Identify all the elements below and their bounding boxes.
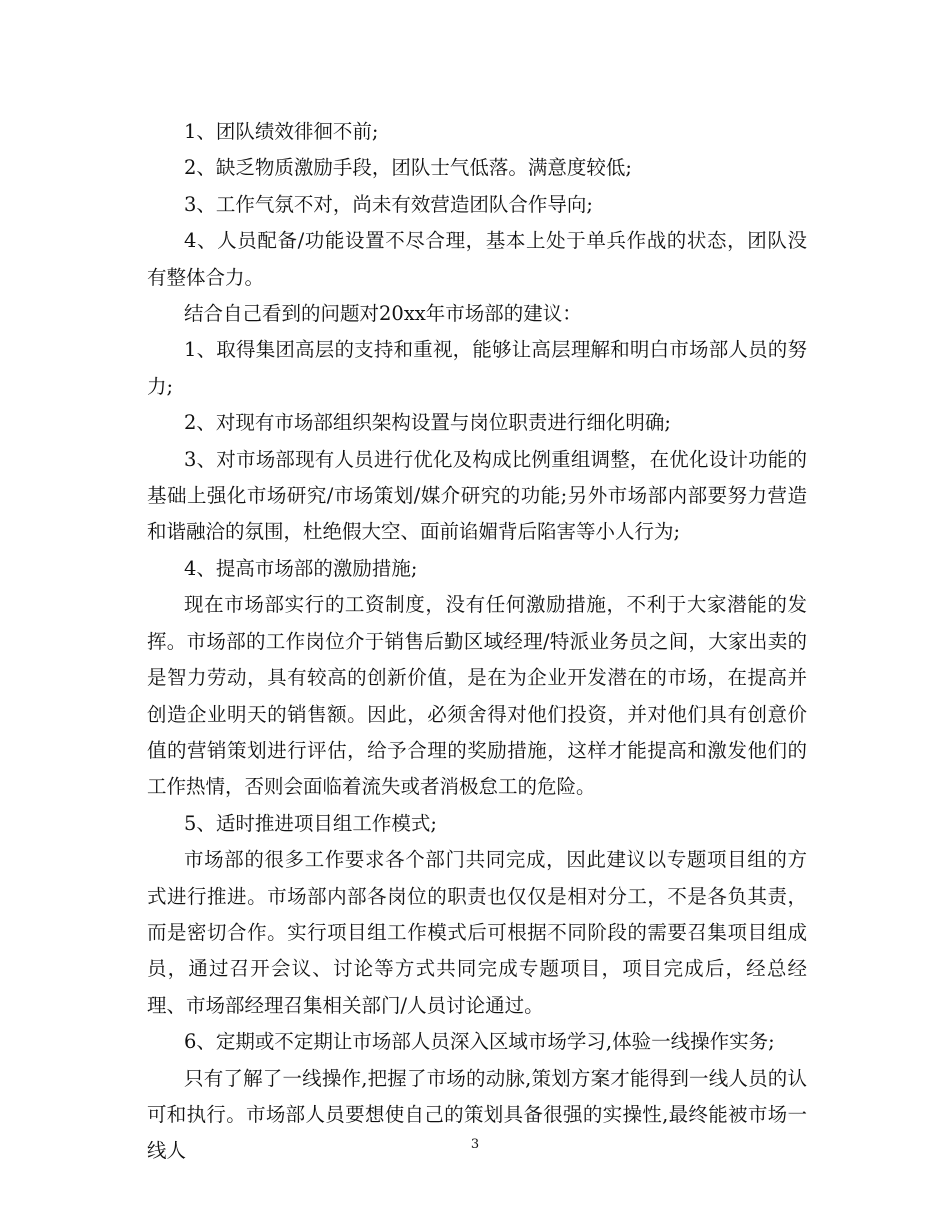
paragraph: 现在市场部实行的工资制度，没有任何激励措施，不利于大家潜能的发挥。市场部的工作岗位介于销售后勤区域经理/特派业务员之间，大家出卖的是智力劳动，具有较高的创新价值，是在为企业开发潜在的市场，在提高并创造企业明天的销售额。因此，必须舍得对他们投资，并对他们具有创意价值的营销策划进行评估，给予合理的奖励措施，这样才能提高和激发他们的工作热情，否则会面临着流失或者消极怠工的危险。: [147, 593, 807, 799]
paragraph: 结合自己看到的问题对20xx年市场部的建议：: [184, 302, 582, 326]
document-body: [147, 114, 807, 1170]
paragraph: 2、缺乏物质激励手段，团队士气低落。满意度较低;: [184, 156, 632, 180]
paragraph: 6、定期或不定期让市场部人员深入区域市场学习,体验一线操作实务;: [184, 1030, 775, 1054]
page-number: 3: [470, 1137, 480, 1152]
paragraph: 3、对市场部现有人员进行优化及构成比例重组调整，在优化设计功能的基础上强化市场研究/市场策划/媒介研究的功能;另外市场部内部要努力营造和谐融洽的氛围，杜绝假大空、面前谄媚背后陷害等小人行为;: [147, 447, 807, 544]
paragraph: 1、取得集团高层的支持和重视，能够让高层理解和明白市场部人员的努力;: [147, 338, 807, 398]
paragraph: 只有了解了一线操作,把握了市场的动脉,策划方案才能得到一线人员的认可和执行。市场部人员要想使自己的策划具备很强的实操性,最终能被市场一线人: [147, 1066, 807, 1163]
paragraph: 5、适时推进项目组工作模式;: [184, 811, 437, 835]
paragraph: 市场部的很多工作要求各个部门共同完成，因此建议以专题项目组的方式进行推进。市场部内部各岗位的职责也仅仅是相对分工，不是各负其责，而是密切合作。实行项目组工作模式后可根据不同阶段的需要召集项目组成员，通过召开会议、讨论等方式共同完成专题项目，项目完成后，经总经理、市场部经理召集相关部门/人员讨论通过。: [147, 848, 807, 1017]
paragraph: 4、提高市场部的激励措施;: [184, 556, 418, 580]
paragraph: 1、团队绩效徘徊不前;: [184, 120, 379, 143]
paragraph: 4、人员配备/功能设置不尽合理，基本上处于单兵作战的状态，团队没有整体合力。: [147, 229, 807, 289]
paragraph: 3、工作气氛不对，尚未有效营造团队合作导向;: [184, 192, 593, 216]
paragraph: 2、对现有市场部组织架构设置与岗位职责进行细化明确;: [184, 411, 671, 435]
